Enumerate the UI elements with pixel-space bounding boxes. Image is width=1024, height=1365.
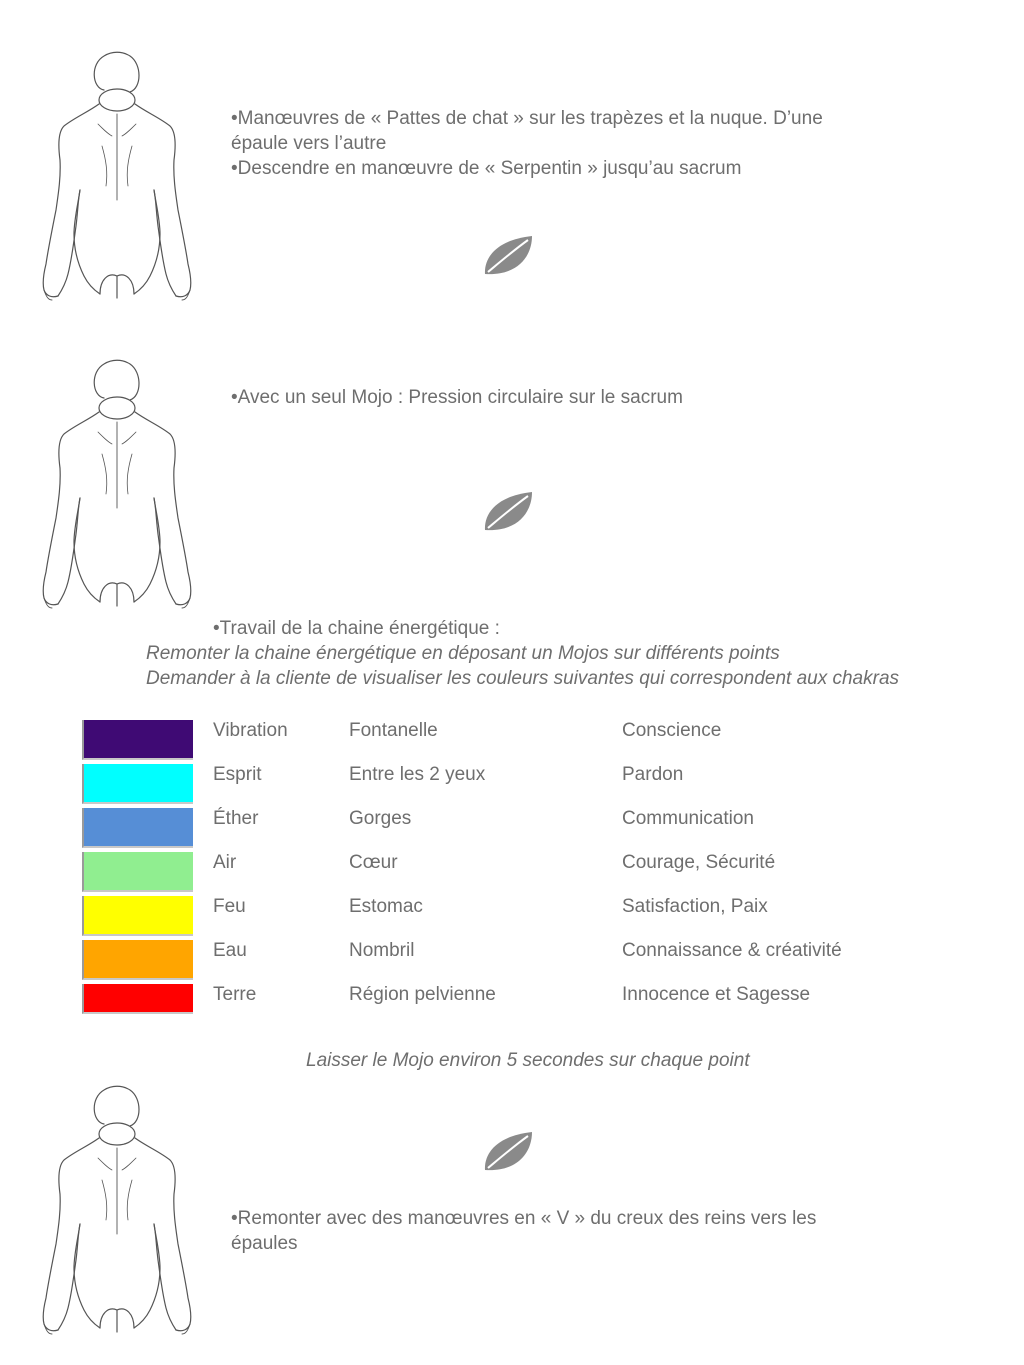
- chakra-element: Eau: [213, 940, 247, 961]
- chakra-element: Air: [213, 852, 237, 873]
- color-swatch: [82, 720, 193, 760]
- color-swatch: [82, 940, 193, 980]
- bullet-line: •Descendre en manœuvre de « Serpentin » jusqu’au sacrum: [231, 158, 742, 179]
- chakra-element: Feu: [213, 896, 246, 917]
- chakra-quality: Satisfaction, Paix: [622, 896, 768, 917]
- energy-heading: •Travail de la chaine énergétique :: [213, 618, 500, 639]
- color-swatch: [82, 764, 193, 804]
- bullet-line: épaule vers l’autre: [231, 133, 387, 154]
- chakra-quality: Courage, Sécurité: [622, 852, 776, 873]
- chakra-place: Cœur: [349, 852, 398, 873]
- chakra-row: [82, 984, 982, 1028]
- energy-instruction-1: Remonter la chaine énergétique en déposant un Mojos sur différents points: [146, 643, 780, 664]
- leaf-icon: [482, 490, 536, 539]
- chakra-place: Nombril: [349, 940, 415, 961]
- chakra-row: [82, 720, 982, 764]
- chakra-place: Gorges: [349, 808, 412, 829]
- chakra-quality: Conscience: [622, 720, 722, 741]
- bullet-line: épaules: [231, 1233, 298, 1254]
- chakra-place: Région pelvienne: [349, 984, 496, 1005]
- chakra-row: [82, 852, 982, 896]
- chakra-quality: Connaissance & créativité: [622, 940, 842, 961]
- energy-footer: Laisser le Mojo environ 5 secondes sur chaque point: [306, 1050, 750, 1071]
- chakra-element: Vibration: [213, 720, 288, 741]
- body-back-figure: [38, 1084, 198, 1336]
- chakra-element: Esprit: [213, 764, 262, 785]
- section-3-text: [231, 1206, 931, 1256]
- chakra-place: Estomac: [349, 896, 423, 917]
- color-swatch: [82, 808, 193, 848]
- chakra-place: Entre les 2 yeux: [349, 764, 486, 785]
- chakra-element: Éther: [213, 808, 259, 829]
- color-swatch: [82, 984, 193, 1014]
- leaf-icon: [482, 1130, 536, 1179]
- chakra-quality: Communication: [622, 808, 754, 829]
- color-swatch: [82, 852, 193, 892]
- section-1-text: [231, 106, 931, 181]
- energy-instruction-2: Demander à la cliente de visualiser les couleurs suivantes qui correspondent aux chakras: [146, 668, 900, 689]
- chakra-element: Terre: [213, 984, 257, 1005]
- chakra-row: [82, 808, 982, 852]
- chakra-quality: Innocence et Sagesse: [622, 984, 811, 1005]
- chakra-row: [82, 896, 982, 940]
- bullet-line: •Manœuvres de « Pattes de chat » sur les trapèzes et la nuque. D’une: [231, 108, 823, 129]
- chakra-row: [82, 940, 982, 984]
- bullet-line: •Avec un seul Mojo : Pression circulaire sur le sacrum: [231, 387, 683, 408]
- section-2-text: [231, 385, 931, 410]
- body-back-figure: [38, 358, 198, 610]
- body-back-figure: [38, 50, 198, 302]
- bullet-line: •Remonter avec des manœuvres en « V » du creux des reins vers les: [231, 1208, 817, 1229]
- leaf-icon: [482, 234, 536, 283]
- chakra-quality: Pardon: [622, 764, 684, 785]
- chakra-place: Fontanelle: [349, 720, 438, 741]
- color-swatch: [82, 896, 193, 936]
- chakra-row: [82, 764, 982, 808]
